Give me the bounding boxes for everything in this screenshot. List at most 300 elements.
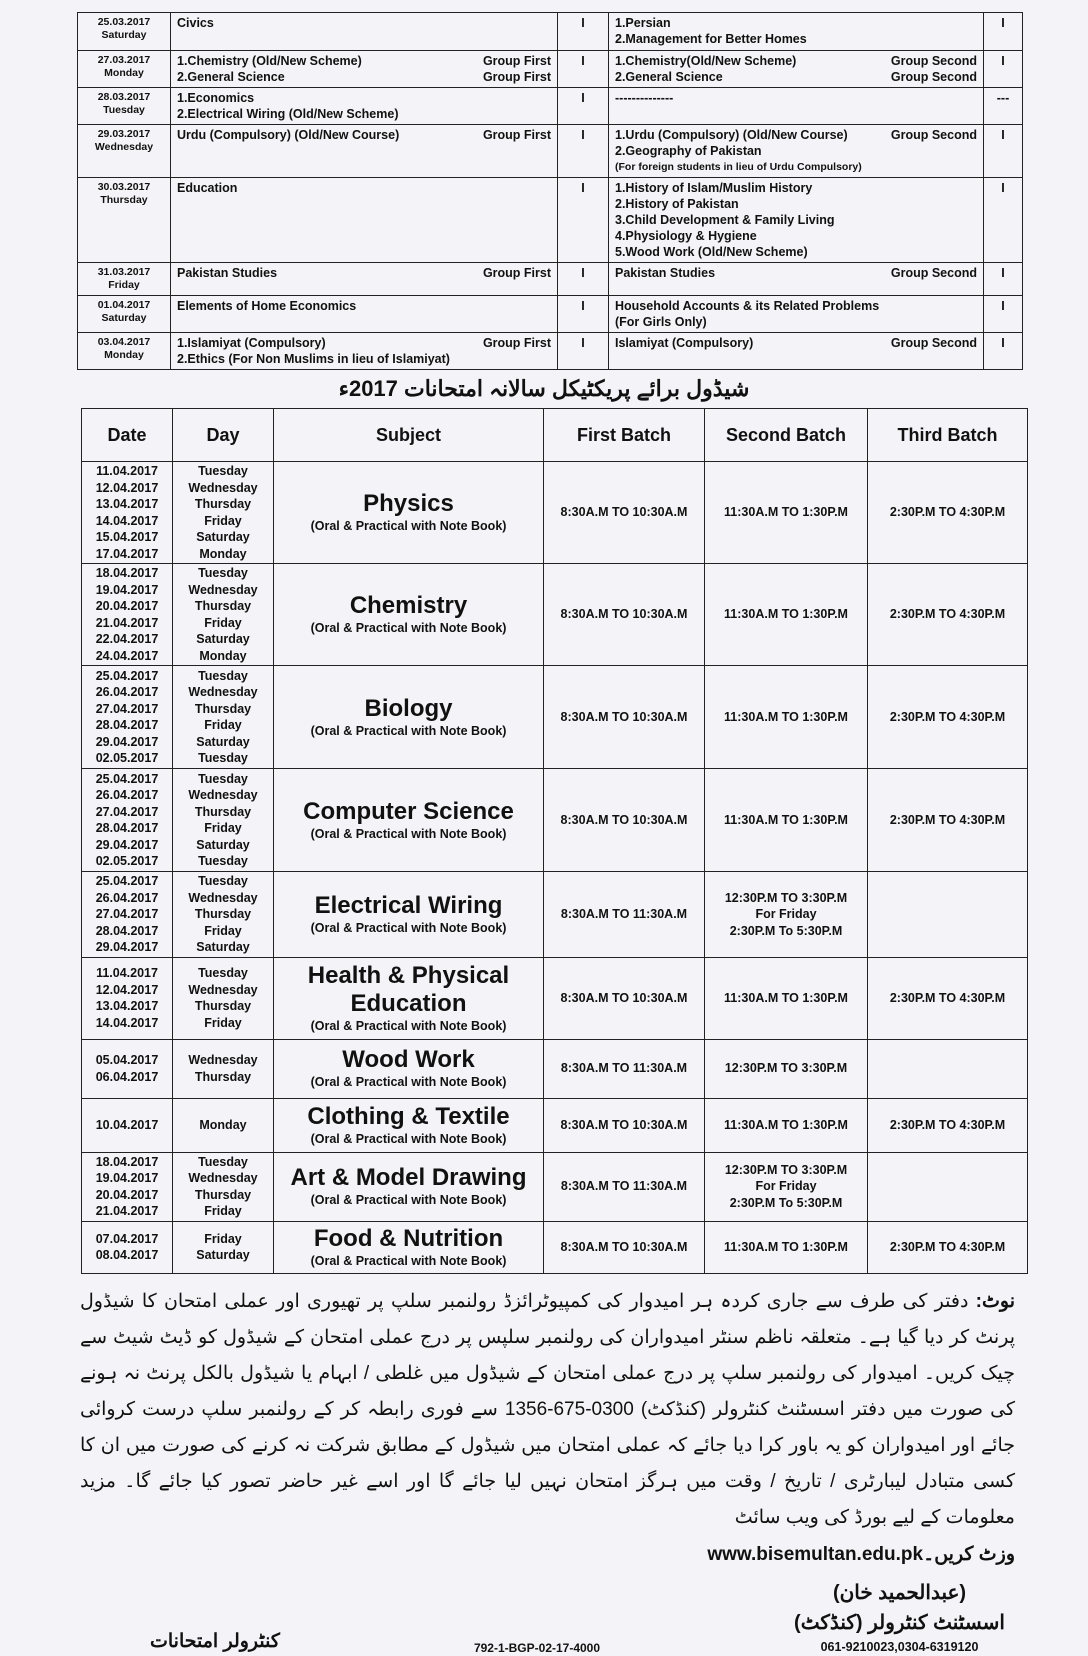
day: Wednesday	[188, 480, 258, 495]
controller-signature: کنٹرولر امتحانات	[150, 1631, 280, 1652]
time: 2:30P.M TO 4:30P.M	[889, 709, 1006, 724]
date: 25.03.2017	[97, 16, 151, 28]
subject-cell	[274, 872, 544, 958]
days-cell	[173, 1221, 274, 1273]
subject-note: (Oral & Practical with Note Book)	[310, 1018, 507, 1033]
subject-line	[177, 265, 551, 281]
time: 2:30P.M TO 4:30P.M	[889, 1239, 1006, 1254]
group: Group Second	[890, 128, 977, 142]
date: 13.04.2017	[95, 999, 159, 1013]
date: 29.03.2017	[97, 128, 151, 140]
dates-cell	[82, 1152, 173, 1221]
date: 01.04.2017	[97, 299, 151, 311]
third-batch	[868, 462, 1028, 564]
day: Saturday	[196, 1248, 250, 1262]
second-batch	[705, 1039, 868, 1098]
date: 31.03.2017	[97, 266, 151, 278]
column-header: First Batch	[544, 409, 705, 462]
practical-schedule-table	[81, 408, 1028, 1274]
subject-note: (Oral & Practical with Note Book)	[310, 1253, 507, 1268]
header-row	[82, 409, 1028, 462]
day: Monday	[199, 1117, 247, 1132]
subject-line	[615, 196, 977, 212]
date: 27.04.2017	[95, 907, 159, 921]
time: 8:30A.M TO 10:30A.M	[560, 1117, 688, 1132]
date: 28.04.2017	[95, 923, 159, 938]
date: 11.04.2017	[96, 464, 158, 478]
session-mark: I	[984, 178, 1023, 263]
note-paragraph	[80, 1284, 1015, 1536]
subject: 1.Urdu (Compulsory) (Old/New Course)	[615, 128, 848, 142]
day: Wednesday	[94, 141, 154, 153]
second-batch	[705, 666, 868, 769]
date-cell	[78, 125, 171, 178]
signatory-name: (عبدالحمید خان)	[832, 1582, 967, 1604]
day: Tuesday	[198, 566, 248, 580]
date-cell	[78, 333, 171, 370]
day: Friday	[204, 1015, 242, 1030]
first-batch	[544, 564, 705, 666]
day: Wednesday	[188, 1053, 258, 1067]
day: Saturday	[196, 530, 250, 544]
date: 17.04.2017	[95, 546, 159, 561]
date: 18.04.2017	[95, 566, 159, 580]
day: Friday	[204, 923, 242, 938]
subject-line	[615, 127, 977, 143]
session-mark: I	[558, 178, 609, 263]
column-header: Second Batch	[705, 409, 868, 462]
subject-note: (Oral & Practical with Note Book)	[310, 826, 507, 841]
time: 11:30A.M TO 1:30P.M	[724, 990, 848, 1005]
time: 11:30A.M TO 1:30P.M	[724, 709, 848, 724]
dates-cell	[82, 1098, 173, 1152]
subject-line	[177, 127, 551, 143]
time: For Friday	[755, 1179, 817, 1194]
subject-note: (Oral & Practical with Note Book)	[310, 1193, 507, 1208]
date: 15.04.2017	[95, 530, 159, 544]
time: 11:30A.M TO 1:30P.M	[724, 1117, 848, 1132]
reference-code: 792-1-BGP-02-17-4000	[473, 1641, 601, 1655]
signatory-phones: 061-9210023,0304-6319120	[820, 1640, 979, 1654]
morning-subjects	[171, 13, 558, 51]
practical-row	[82, 1221, 1028, 1273]
session-mark: ---	[984, 88, 1023, 125]
subject-line	[177, 15, 551, 31]
subject: 4.Physiology & Hygiene	[615, 229, 757, 243]
subject-cell	[274, 1221, 544, 1273]
first-batch	[544, 957, 705, 1039]
day: Friday	[204, 1204, 242, 1218]
day: Monday	[104, 349, 144, 361]
time: 11:30A.M TO 1:30P.M	[724, 812, 848, 827]
day: Friday	[204, 513, 242, 528]
day: Thursday	[194, 497, 252, 511]
column-header: Day	[173, 409, 274, 462]
group: Group First	[482, 128, 551, 142]
time: 8:30A.M TO 10:30A.M	[560, 812, 688, 827]
date: 21.04.2017	[95, 615, 159, 630]
date-cell	[78, 178, 171, 263]
subject: 2.Geography of Pakistan	[615, 144, 762, 158]
second-batch	[705, 462, 868, 564]
subject: (For foreign students in lieu of Urdu Compulsory)	[615, 161, 862, 173]
date: 05.04.2017	[95, 1053, 159, 1067]
date: 08.04.2017	[95, 1248, 159, 1262]
third-batch	[868, 1152, 1028, 1221]
day: Tuesday	[198, 464, 248, 478]
date: 25.04.2017	[95, 874, 159, 888]
subject-cell	[274, 957, 544, 1039]
day: Tuesday	[198, 751, 248, 765]
group: Group First	[482, 336, 551, 350]
subject-note: (Oral & Practical with Note Book)	[310, 519, 507, 534]
day: Wednesday	[188, 982, 258, 997]
day: Saturday	[196, 837, 250, 852]
day: Thursday	[194, 804, 252, 819]
date: 26.04.2017	[95, 788, 159, 802]
subject-line	[615, 90, 977, 106]
time: 2:30P.M To 5:30P.M	[729, 923, 843, 938]
day: Tuesday	[198, 1154, 248, 1169]
date: 10.04.2017	[95, 1117, 159, 1132]
subject: 1.Chemistry (Old/New Scheme)	[177, 54, 362, 68]
date: 26.04.2017	[95, 890, 159, 905]
dates-cell	[82, 872, 173, 958]
first-batch	[544, 1039, 705, 1098]
date: 28.04.2017	[95, 821, 159, 835]
practical-row	[82, 666, 1028, 769]
day: Thursday	[194, 1069, 252, 1084]
subject-line	[615, 31, 977, 47]
day: Thursday	[194, 907, 252, 921]
date: 20.04.2017	[95, 1187, 159, 1202]
theory-row	[78, 333, 1023, 370]
date: 22.04.2017	[95, 632, 159, 646]
time: 8:30A.M TO 11:30A.M	[560, 1061, 688, 1076]
time: 8:30A.M TO 10:30A.M	[560, 709, 688, 724]
date: 20.04.2017	[95, 599, 159, 613]
second-batch	[705, 957, 868, 1039]
days-cell	[173, 769, 274, 872]
date-cell	[78, 13, 171, 51]
subject-note: (Oral & Practical with Note Book)	[310, 1131, 507, 1146]
day: Tuesday	[198, 771, 248, 786]
second-batch	[705, 1221, 868, 1273]
third-batch	[868, 666, 1028, 769]
time: 12:30P.M TO 3:30P.M	[724, 1162, 848, 1177]
time: 8:30A.M TO 10:30A.M	[560, 990, 688, 1005]
subject: Pakistan Studies	[615, 266, 716, 280]
subject-line	[615, 265, 977, 281]
subject-line	[615, 180, 977, 196]
date-cell	[78, 263, 171, 296]
subject-line	[177, 53, 551, 69]
day: Saturday	[101, 312, 147, 324]
subject-line	[177, 351, 551, 367]
date: 27.04.2017	[95, 701, 159, 716]
subject-note: (Oral & Practical with Note Book)	[310, 621, 507, 636]
time: 2:30P.M TO 4:30P.M	[889, 812, 1006, 827]
theory-date-sheet-table	[77, 12, 1023, 370]
date-cell	[78, 88, 171, 125]
subject: 1.History of Islam/Muslim History	[615, 181, 813, 195]
evening-subjects	[609, 13, 984, 51]
first-batch	[544, 1221, 705, 1273]
time: 2:30P.M TO 4:30P.M	[889, 1117, 1006, 1132]
date: 29.04.2017	[95, 940, 159, 954]
date: 29.04.2017	[95, 837, 159, 852]
subject-name: Art & Model Drawing	[290, 1164, 527, 1192]
first-batch	[544, 1152, 705, 1221]
session-mark: I	[558, 333, 609, 370]
day: Saturday	[196, 632, 250, 646]
date: 29.04.2017	[95, 734, 159, 749]
date: 11.04.2017	[96, 966, 158, 980]
third-batch	[868, 564, 1028, 666]
subject: 2.History of Pakistan	[615, 197, 739, 211]
evening-subjects	[609, 263, 984, 296]
day: Thursday	[194, 999, 252, 1013]
date: 27.04.2017	[95, 804, 159, 819]
days-cell	[173, 564, 274, 666]
first-batch	[544, 872, 705, 958]
subject-line	[177, 69, 551, 85]
dates-cell	[82, 462, 173, 564]
day: Thursday	[194, 701, 252, 716]
note-label: نوٹ:	[975, 1291, 1015, 1312]
evening-subjects	[609, 88, 984, 125]
third-batch	[868, 769, 1028, 872]
group: Group Second	[890, 336, 977, 350]
group: Group Second	[890, 54, 977, 68]
subject: Education	[177, 181, 238, 195]
subject: Household Accounts & its Related Problems	[615, 299, 880, 313]
days-cell	[173, 1098, 274, 1152]
time: 2:30P.M TO 4:30P.M	[889, 505, 1006, 520]
dates-cell	[82, 1039, 173, 1098]
days-cell	[173, 666, 274, 769]
third-batch	[868, 957, 1028, 1039]
date-cell	[78, 296, 171, 333]
subject-line	[615, 228, 977, 244]
evening-subjects	[609, 178, 984, 263]
time: 8:30A.M TO 11:30A.M	[560, 907, 688, 921]
column-header: Date	[82, 409, 173, 462]
session-mark: I	[558, 51, 609, 88]
date-cell	[78, 51, 171, 88]
subject-note: (Oral & Practical with Note Book)	[310, 1075, 507, 1090]
date: 28.03.2017	[97, 91, 151, 103]
subject-line	[615, 314, 977, 330]
note-text: دفتر کی طرف سے جاری کردہ ہر امیدوار کی کمپیوٹرائزڈ رولنمبر سلپ پر تھیوری اور عملی امتحان کا شیڈول پرنٹ کر دیا گیا ہے۔ متعلقہ ناظم سنٹر امیدواران کی رولنمبر سلپس پر درج عملی امتحان کے شیڈول کو ڈیٹ شیٹ سے چیک کریں۔ امیدوار کی رولنمبر سلپ پر درج عملی امتحان کے شیڈول میں غلطی / ابہام یا شیڈول بالکل پرنٹ نہ ہونے کی صورت میں دفتر اسسٹنٹ کنٹرولر (کنڈکٹ) 0300-675-1356 سے فوری رابطہ کر کے رولنمبر سلپ درست کروائی جائے اور امیدواران کو یہ باور کرا دیا جائے کہ عملی امتحان میں شیڈول کے مطابق شرکت نہ کرنے کی صورت میں ان کا کسی متبادل لیبارٹری / تاریخ / وقت میں ہرگز امتحان نہیں لیا جائے گا اور اسے غیر حاضر تصور کیا جائے گا۔ مزید معلومات کے لیے بورڈ کی ویب سائٹ	[80, 1291, 1015, 1528]
subject: Civics	[177, 16, 214, 30]
session-mark: I	[558, 296, 609, 333]
group: Group Second	[890, 70, 977, 84]
day: Friday	[204, 615, 242, 630]
signature-block	[794, 1578, 1005, 1656]
visit-text: وزٹ کریں۔	[923, 1544, 1015, 1565]
subject-name: Electrical Wiring	[314, 892, 503, 919]
morning-subjects	[171, 88, 558, 125]
subject: 2.General Science	[177, 70, 285, 84]
session-mark: I	[984, 13, 1023, 51]
subject-cell	[274, 666, 544, 769]
day: Saturday	[196, 940, 250, 954]
second-batch	[705, 872, 868, 958]
session-mark: I	[558, 125, 609, 178]
subject: 2.Ethics (For Non Muslims in lieu of Islamiyat)	[177, 352, 450, 366]
subject: 2.General Science	[615, 70, 723, 84]
subject-name: Biology	[364, 694, 453, 722]
date: 14.04.2017	[95, 1015, 159, 1030]
subject-line	[615, 212, 977, 228]
morning-subjects	[171, 125, 558, 178]
date: 12.04.2017	[95, 480, 159, 495]
time: 8:30A.M TO 10:30A.M	[560, 505, 688, 520]
subject-cell	[274, 1152, 544, 1221]
subject: 2.Electrical Wiring (Old/New Scheme)	[177, 107, 399, 121]
time: 2:30P.M To 5:30P.M	[729, 1195, 843, 1210]
subject-name: Computer Science	[303, 797, 514, 825]
practical-row	[82, 1152, 1028, 1221]
subject-note: (Oral & Practical with Note Book)	[310, 921, 507, 935]
second-batch	[705, 769, 868, 872]
day: Tuesday	[103, 104, 145, 116]
dates-cell	[82, 666, 173, 769]
subject: Islamiyat (Compulsory)	[615, 336, 754, 350]
subject-line	[615, 159, 977, 175]
dates-cell	[82, 957, 173, 1039]
date: 06.04.2017	[95, 1069, 159, 1084]
days-cell	[173, 872, 274, 958]
time: 8:30A.M TO 10:30A.M	[560, 607, 688, 622]
second-batch	[705, 1098, 868, 1152]
subject: Urdu (Compulsory) (Old/New Course)	[177, 128, 400, 142]
days-cell	[173, 1039, 274, 1098]
day: Tuesday	[198, 874, 248, 888]
date: 27.03.2017	[97, 54, 151, 66]
group: Group First	[482, 54, 551, 68]
day: Monday	[199, 546, 247, 561]
subject-line	[177, 90, 551, 106]
day: Friday	[108, 279, 140, 291]
date: 30.03.2017	[97, 181, 151, 193]
website-link[interactable]: www.bisemultan.edu.pk	[707, 1544, 924, 1565]
subject-cell	[274, 1039, 544, 1098]
date: 12.04.2017	[95, 982, 159, 997]
date: 24.04.2017	[95, 648, 159, 663]
day: Wednesday	[188, 788, 258, 802]
day: Tuesday	[198, 966, 248, 980]
morning-subjects	[171, 263, 558, 296]
first-batch	[544, 1098, 705, 1152]
subject: 1.Persian	[615, 16, 671, 30]
group: Group First	[482, 266, 551, 280]
date: 13.04.2017	[95, 497, 159, 511]
column-header: Subject	[274, 409, 544, 462]
day: Friday	[204, 1231, 242, 1246]
day: Monday	[199, 648, 247, 663]
practical-row	[82, 1039, 1028, 1098]
date: 03.04.2017	[97, 336, 151, 348]
date: 07.04.2017	[95, 1231, 159, 1246]
evening-subjects	[609, 51, 984, 88]
subject: (For Girls Only)	[615, 315, 707, 329]
evening-subjects	[609, 125, 984, 178]
theory-row	[78, 125, 1023, 178]
subject-line	[177, 335, 551, 351]
subject-line	[615, 298, 977, 314]
group: Group Second	[890, 266, 977, 280]
subject-name: Physics	[363, 490, 454, 518]
date: 19.04.2017	[95, 582, 159, 597]
group: Group First	[482, 70, 551, 84]
website-line	[80, 1538, 1015, 1572]
date: 02.05.2017	[95, 854, 159, 868]
time: 12:30P.M TO 3:30P.M	[724, 890, 848, 905]
date: 25.04.2017	[95, 771, 159, 786]
subject-name: Health & Physical Education	[307, 961, 510, 1017]
third-batch	[868, 1221, 1028, 1273]
subject-line	[177, 298, 551, 314]
subject: Elements of Home Economics	[177, 299, 357, 313]
subject-line	[615, 15, 977, 31]
date: 26.04.2017	[95, 685, 159, 699]
second-batch	[705, 564, 868, 666]
subject: 2.Management for Better Homes	[615, 32, 807, 46]
theory-row	[78, 263, 1023, 296]
subject: 3.Child Development & Family Living	[615, 213, 835, 227]
time: For Friday	[755, 907, 817, 921]
practical-row	[82, 462, 1028, 564]
days-cell	[173, 957, 274, 1039]
date: 14.04.2017	[95, 513, 159, 528]
day: Thursday	[100, 194, 148, 206]
day: Friday	[204, 821, 242, 835]
subject: --------------	[615, 91, 674, 105]
date: 18.04.2017	[95, 1154, 159, 1169]
day: Friday	[204, 718, 242, 732]
second-batch	[705, 1152, 868, 1221]
day: Tuesday	[198, 854, 248, 868]
day: Wednesday	[188, 582, 258, 597]
day: Thursday	[194, 599, 252, 613]
subject-line	[177, 106, 551, 122]
time: 11:30A.M TO 1:30P.M	[724, 1239, 848, 1254]
subject-line	[615, 69, 977, 85]
practical-row	[82, 872, 1028, 958]
session-mark: I	[984, 333, 1023, 370]
date: 02.05.2017	[95, 751, 159, 765]
day: Thursday	[194, 1187, 252, 1202]
subject-cell	[274, 769, 544, 872]
column-header: Third Batch	[868, 409, 1028, 462]
first-batch	[544, 769, 705, 872]
dates-cell	[82, 1221, 173, 1273]
footer	[80, 1284, 1015, 1656]
day: Wednesday	[188, 890, 258, 905]
third-batch	[868, 1098, 1028, 1152]
practical-row	[82, 564, 1028, 666]
day: Wednesday	[188, 685, 258, 699]
session-mark: I	[558, 88, 609, 125]
theory-row	[78, 13, 1023, 51]
dates-cell	[82, 564, 173, 666]
evening-subjects	[609, 333, 984, 370]
theory-row	[78, 51, 1023, 88]
subject-name: Clothing & Textile	[307, 1102, 510, 1130]
third-batch	[868, 872, 1028, 958]
